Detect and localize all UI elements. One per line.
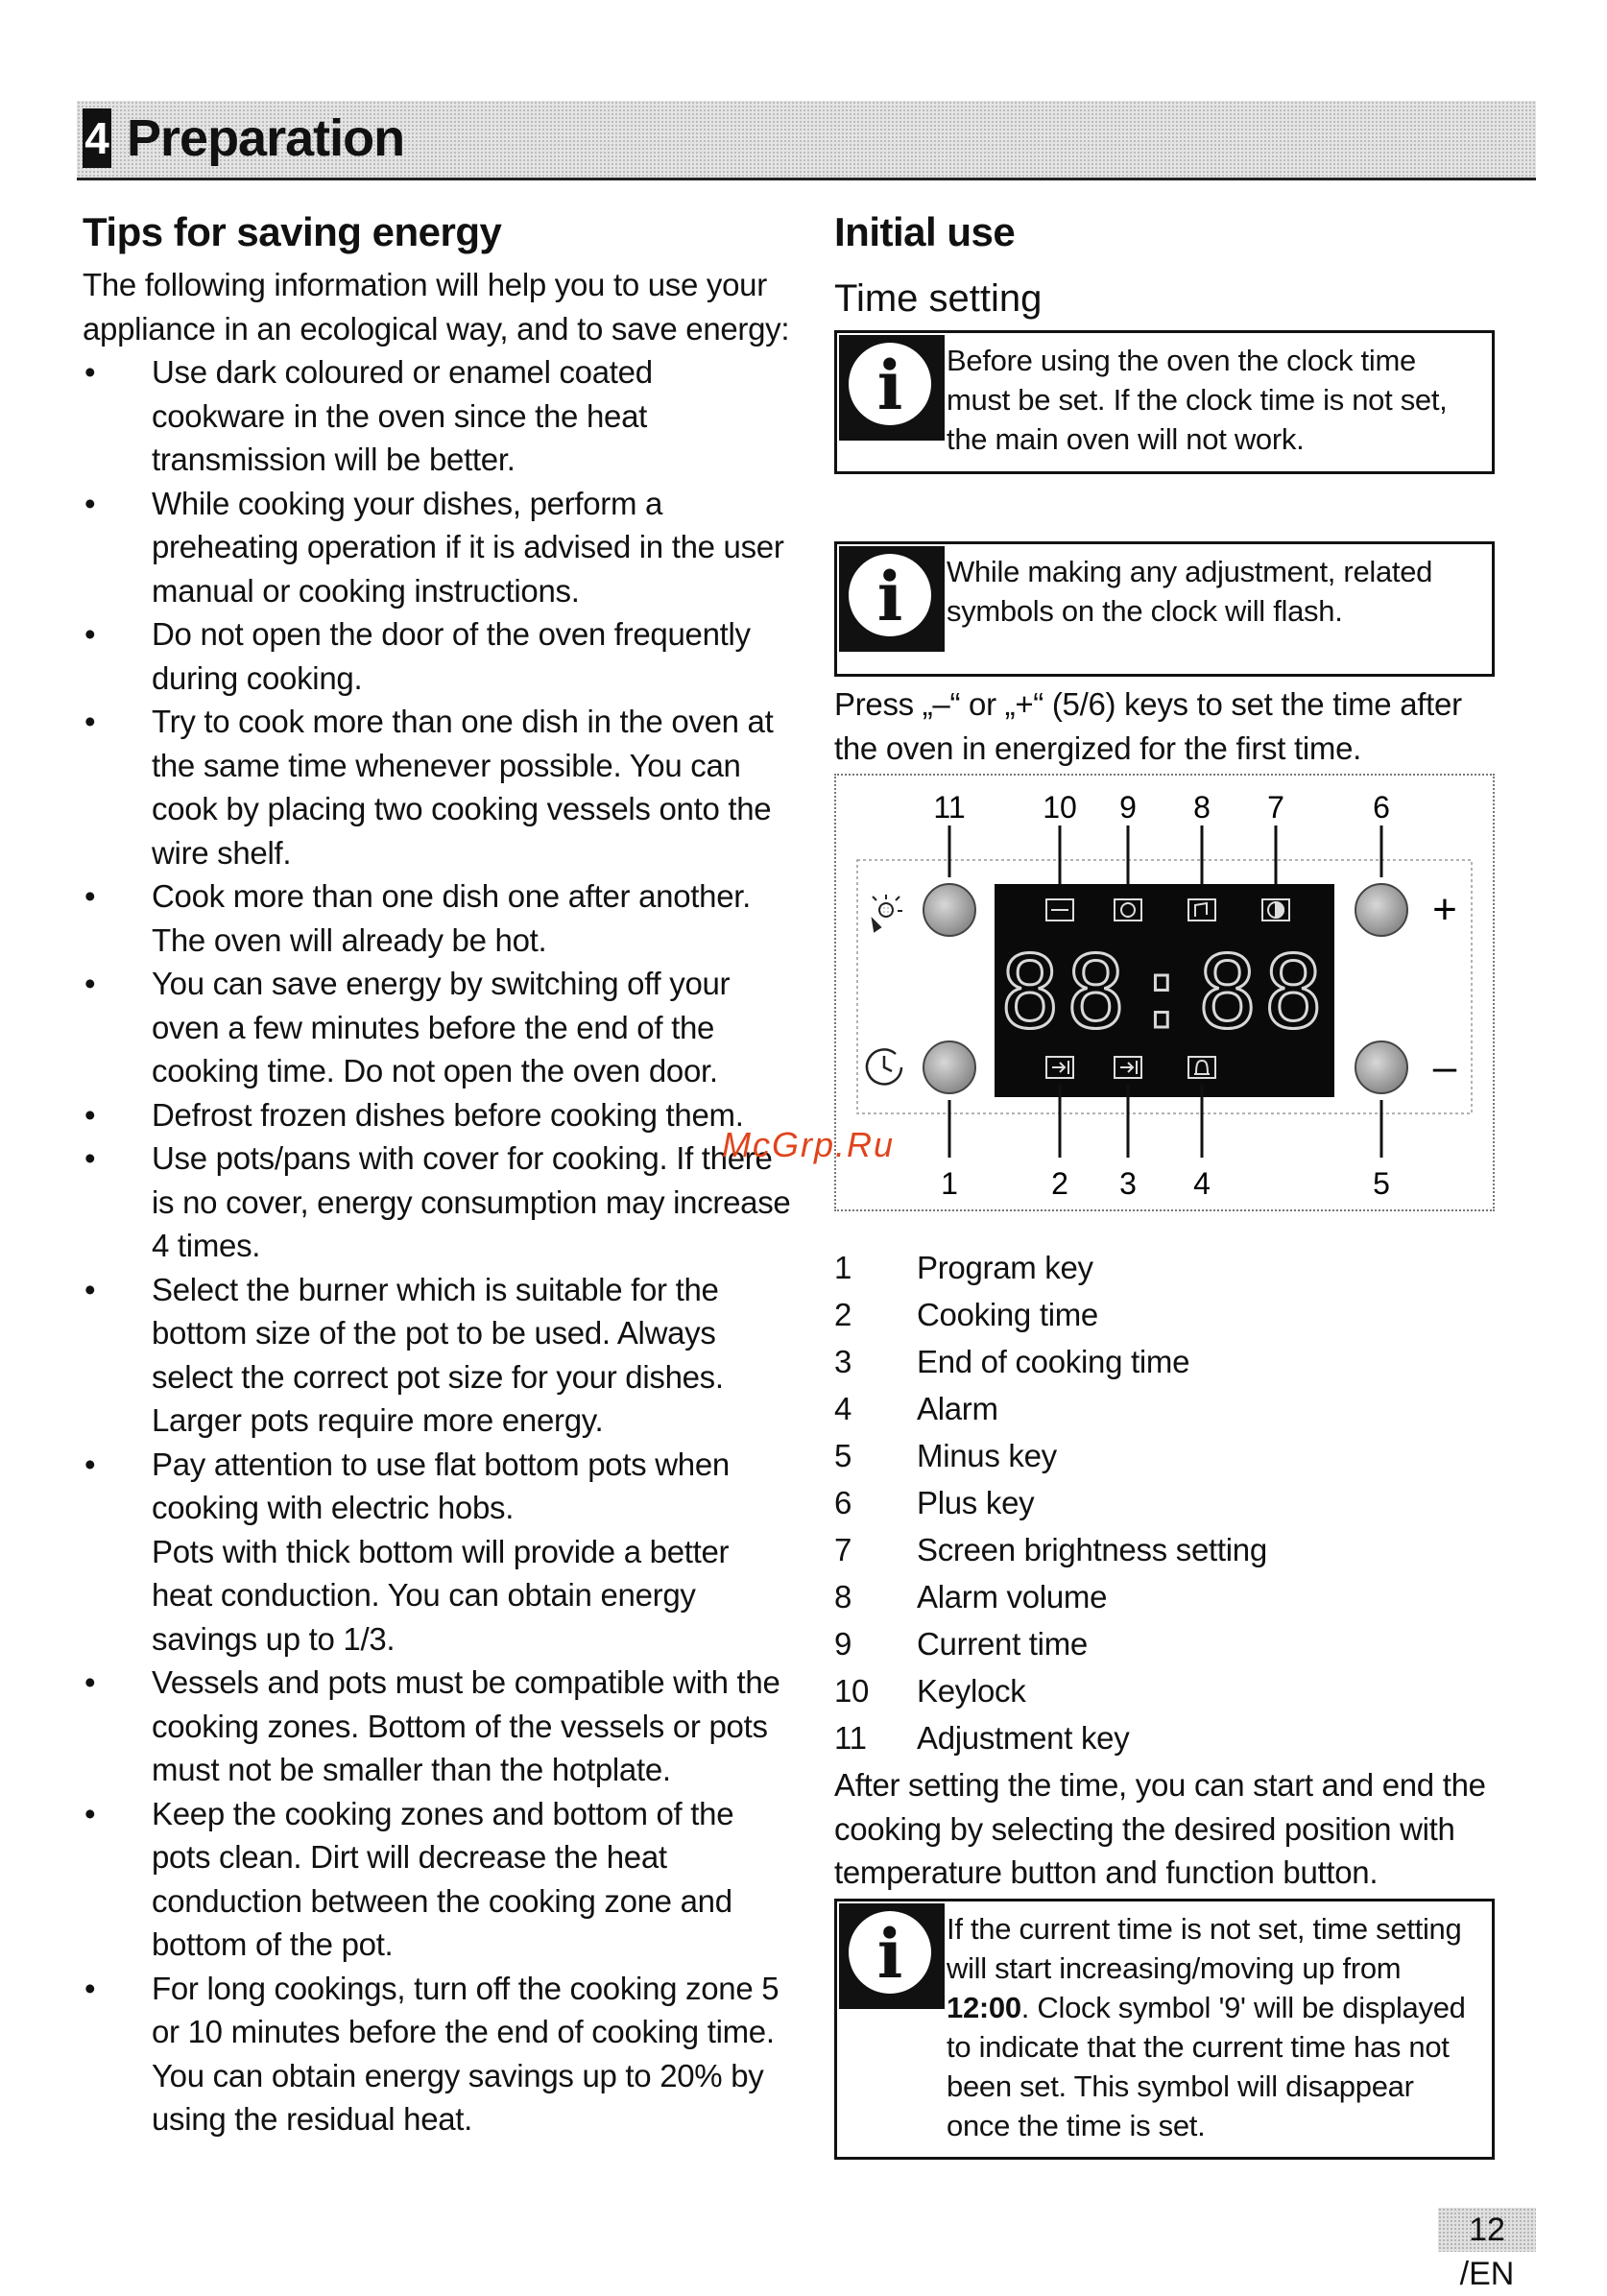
list-item: • Use dark coloured or enamel coated cookware in the oven since the heat transmission will be better.: [83, 350, 793, 482]
callout-2: 2: [1051, 1166, 1068, 1201]
page-number: 12 /EN: [1438, 2208, 1536, 2252]
info-note-clock: i Before using the oven the clock time must be set. If the clock time is not set, the main oven will not work.: [834, 330, 1495, 474]
chapter-number: 4: [83, 108, 111, 168]
legend-row: 7 Screen brightness setting: [834, 1532, 1267, 1567]
callout-6: 6: [1373, 790, 1390, 825]
info-note-current-time: i If the current time is not set, time setting will start increasing/moving up from 12:00. Clock symbol '9' will be displayed to indicate that the current time has not been set. This symbol will disappear once the time is set.: [834, 1899, 1495, 2160]
legend-row: 9 Current time: [834, 1626, 1088, 1662]
list-item: • Cook more than one dish one after another. The oven will already be hot.: [83, 874, 793, 962]
adjustment-icon: [873, 895, 902, 931]
callout-7: 7: [1267, 790, 1284, 825]
legend-row: 8 Alarm volume: [834, 1579, 1108, 1614]
default-time: 12:00: [947, 1990, 1021, 2024]
control-panel-svg: [836, 776, 1493, 1209]
list-item: • Select the burner which is suitable for the bottom size of the pot to be used. Always select the correct pot size for your dishes. Larger pots require more energy.: [83, 1268, 793, 1443]
after-setting-text: After setting the time, you can start and end the cooking by selecting the desired position with temperature button and function button.: [834, 1767, 1486, 1890]
legend-row: 11 Adjustment key: [834, 1720, 1130, 1756]
callout-3: 3: [1119, 1166, 1137, 1201]
info-icon: i: [839, 1903, 945, 2009]
legend-row: 6 Plus key: [834, 1485, 1035, 1520]
program-knob: [923, 1041, 975, 1093]
info-note-flash: i While making any adjustment, related symbols on the clock will flash.: [834, 541, 1495, 677]
subheading-time-setting: Time setting: [834, 277, 1043, 320]
watermark: McGrp.Ru: [722, 1125, 896, 1164]
list-item: • Use pots/pans with cover for cooking. If there is no cover, energy consumption may increase 4 times.: [83, 1136, 793, 1268]
chapter-title: Preparation: [127, 109, 405, 167]
adjustment-knob: [923, 884, 975, 936]
callout-5: 5: [1373, 1166, 1390, 1201]
info-icon: i: [839, 546, 945, 652]
callout-1: 1: [941, 1166, 958, 1201]
control-panel-diagram: [834, 774, 1495, 1211]
list-item: • Keep the cooking zones and bottom of the pots clean. Dirt will decrease the heat conduction between the cooking zone and bottom of the pot.: [83, 1792, 793, 1967]
list-item: • Pay attention to use flat bottom pots when cooking with electric hobs. Pots with thick bottom will provide a better heat conduction. You can obtain energy savings up to 1/3.: [83, 1443, 793, 1662]
info-icon: i: [839, 335, 945, 441]
list-item: • You can save energy by switching off your oven a few minutes before the end of the cooking time. Do not open the oven door.: [83, 962, 793, 1093]
section-heading-energy: Tips for saving energy: [83, 209, 502, 254]
display-digits: 88:88: [999, 934, 1330, 1051]
right-column: [834, 205, 1497, 2160]
list-item: • Defrost frozen dishes before cooking them.: [83, 1093, 793, 1137]
list-item-continuation: Pots with thick bottom will provide a better heat conduction. You can obtain energy savings up to 1/3.: [152, 1533, 730, 1657]
callout-8: 8: [1193, 790, 1211, 825]
left-column: [83, 205, 793, 2141]
callout-9: 9: [1119, 790, 1137, 825]
energy-tips-list: [83, 350, 793, 2141]
section-heading-initial-use: Initial use: [834, 209, 1016, 254]
plus-sign: +: [1432, 886, 1457, 933]
callout-11: 11: [933, 790, 966, 825]
legend-row: 2 Cooking time: [834, 1297, 1098, 1332]
callout-10: 10: [1043, 790, 1077, 825]
press-instruction: Press „–“ or „+“ (5/6) keys to set the time after the oven in energized for the first time.: [834, 686, 1462, 766]
chapter-header: [77, 101, 1536, 180]
list-item: • Vessels and pots must be compatible with the cooking zones. Bottom of the vessels or pots must not be smaller than the hotplate.: [83, 1661, 793, 1792]
list-item: • For long cookings, turn off the cooking zone 5 or 10 minutes before the end of cooking time. You can obtain energy savings up to 20% by using the residual heat.: [83, 1967, 793, 2141]
callout-4: 4: [1193, 1166, 1211, 1201]
legend-row: 1 Program key: [834, 1250, 1093, 1285]
legend-row: 4 Alarm: [834, 1391, 998, 1426]
minus-sign: –: [1432, 1043, 1457, 1090]
diagram-legend: [834, 1244, 1497, 1761]
list-item: • Do not open the door of the oven frequently during cooking.: [83, 612, 793, 700]
list-item: • Try to cook more than one dish in the oven at the same time whenever possible. You can cook by placing two cooking vessels onto the wire shelf.: [83, 700, 793, 874]
legend-row: 10 Keylock: [834, 1673, 1026, 1709]
program-clock-icon: [867, 1049, 901, 1084]
legend-row: 3 End of cooking time: [834, 1344, 1190, 1379]
energy-intro: The following information will help you to use your appliance in an ecological way, and to save energy:: [83, 267, 790, 347]
minus-knob: [1355, 1041, 1407, 1093]
plus-knob: [1355, 884, 1407, 936]
list-item: • While cooking your dishes, perform a preheating operation if it is advised in the user manual or cooking instructions.: [83, 482, 793, 613]
legend-row: 5 Minus key: [834, 1438, 1057, 1473]
